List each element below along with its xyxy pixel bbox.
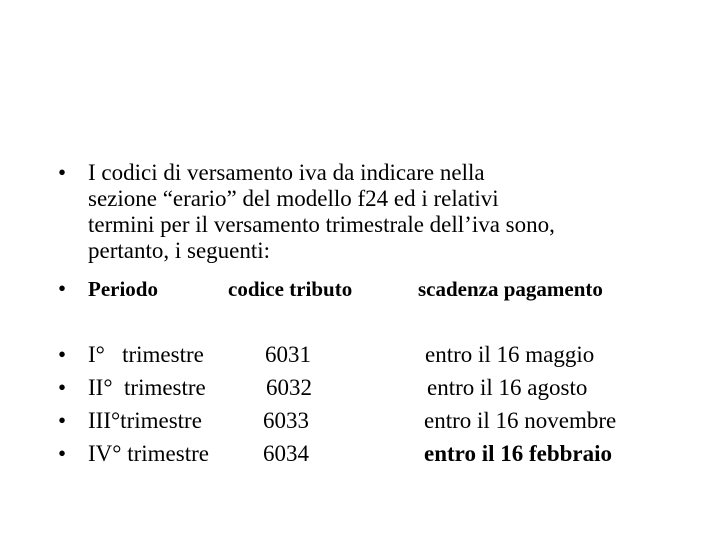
- header-code: codice tributo: [228, 277, 353, 301]
- row-3-period: III°trimestre: [88, 408, 202, 433]
- row-4-deadline: entro il 16 febbraio: [424, 441, 613, 466]
- header-period: Periodo: [88, 277, 158, 301]
- intro-paragraph: I codici di versamento iva da indicare nella sezione “erario” del modello f24 ed i relativi termini per il versamento trimestrale dell’iva sono, pertanto, i seguenti:: [88, 160, 555, 263]
- row-4-code: 6034: [263, 441, 309, 466]
- bullet-row-2: •: [58, 375, 67, 400]
- row-1-period: I° trimestre: [88, 342, 204, 367]
- bullet-row-1: •: [58, 342, 67, 367]
- row-2-period: II° trimestre: [88, 375, 206, 400]
- bullet-row-4: •: [58, 441, 67, 466]
- row-3-deadline: entro il 16 novembre: [424, 408, 617, 433]
- header-deadline: scadenza pagamento: [418, 277, 603, 301]
- row-3-code: 6033: [263, 408, 309, 433]
- row-1-code: 6031: [265, 342, 311, 367]
- row-2-deadline: entro il 16 agosto: [427, 375, 588, 400]
- bullet-row-3: •: [58, 408, 67, 433]
- bullet-intro: •: [58, 160, 67, 185]
- row-1-deadline: entro il 16 maggio: [425, 342, 595, 367]
- row-4-period: IV° trimestre: [88, 441, 209, 466]
- row-2-code: 6032: [266, 375, 312, 400]
- bullet-header: •: [58, 276, 67, 301]
